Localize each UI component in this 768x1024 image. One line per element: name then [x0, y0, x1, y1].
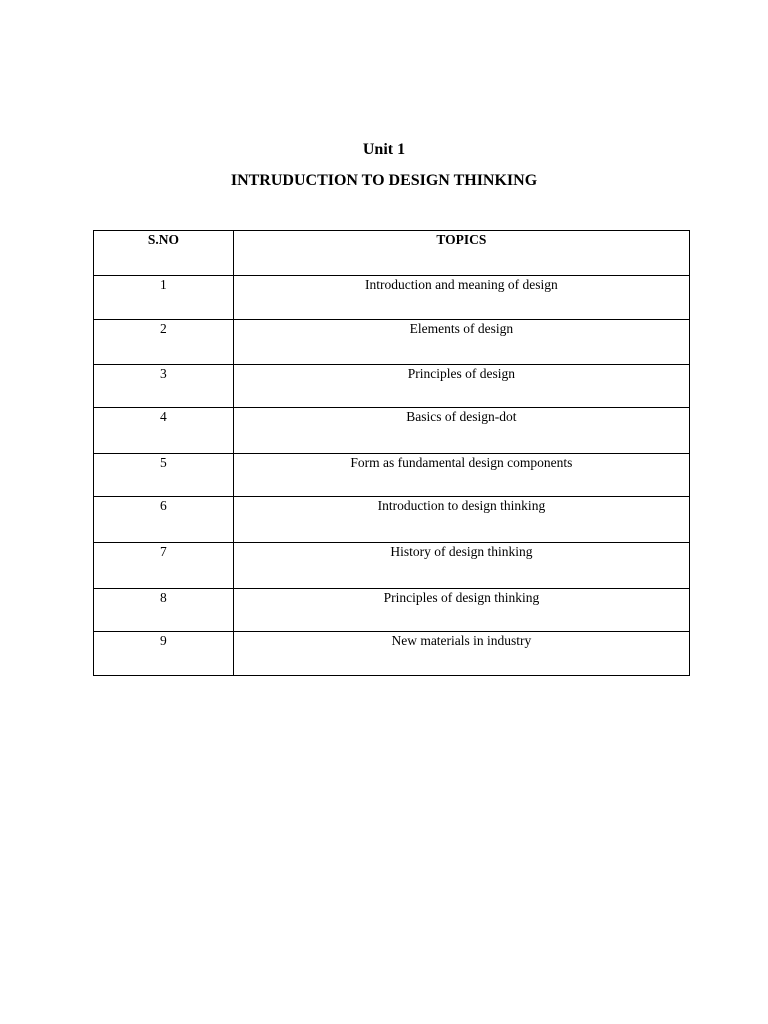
cell-sno: 3: [94, 365, 234, 408]
table-header-row: [94, 231, 690, 276]
cell-sno: 5: [94, 454, 234, 497]
cell-sno: 9: [94, 632, 234, 676]
cell-topic: New materials in industry: [233, 632, 689, 676]
topics-table: [93, 230, 690, 676]
cell-sno: 4: [94, 408, 234, 454]
cell-sno: 8: [94, 589, 234, 632]
table-row: [94, 408, 690, 454]
cell-topic: Principles of design thinking: [233, 589, 689, 632]
table-row: [94, 543, 690, 589]
cell-sno: 1: [94, 276, 234, 320]
page-title: INTRUDUCTION TO DESIGN THINKING: [230, 172, 538, 189]
cell-topic: Introduction to design thinking: [233, 497, 689, 543]
table-row: [94, 497, 690, 543]
cell-sno: 2: [94, 320, 234, 365]
table-row: [94, 365, 690, 408]
table-row: [94, 454, 690, 497]
header-sno: S.NO: [94, 231, 234, 276]
cell-sno: 6: [94, 497, 234, 543]
table-row: [94, 276, 690, 320]
cell-topic: History of design thinking: [233, 543, 689, 589]
unit-label: Unit 1: [362, 141, 406, 158]
cell-topic: Elements of design: [233, 320, 689, 365]
cell-sno: 7: [94, 543, 234, 589]
cell-topic: Basics of design-dot: [233, 408, 689, 454]
table-row: [94, 589, 690, 632]
cell-topic: Form as fundamental design components: [233, 454, 689, 497]
table-row: [94, 632, 690, 676]
cell-topic: Principles of design: [233, 365, 689, 408]
header-topics: TOPICS: [233, 231, 689, 276]
cell-topic: Introduction and meaning of design: [233, 276, 689, 320]
table-row: [94, 320, 690, 365]
